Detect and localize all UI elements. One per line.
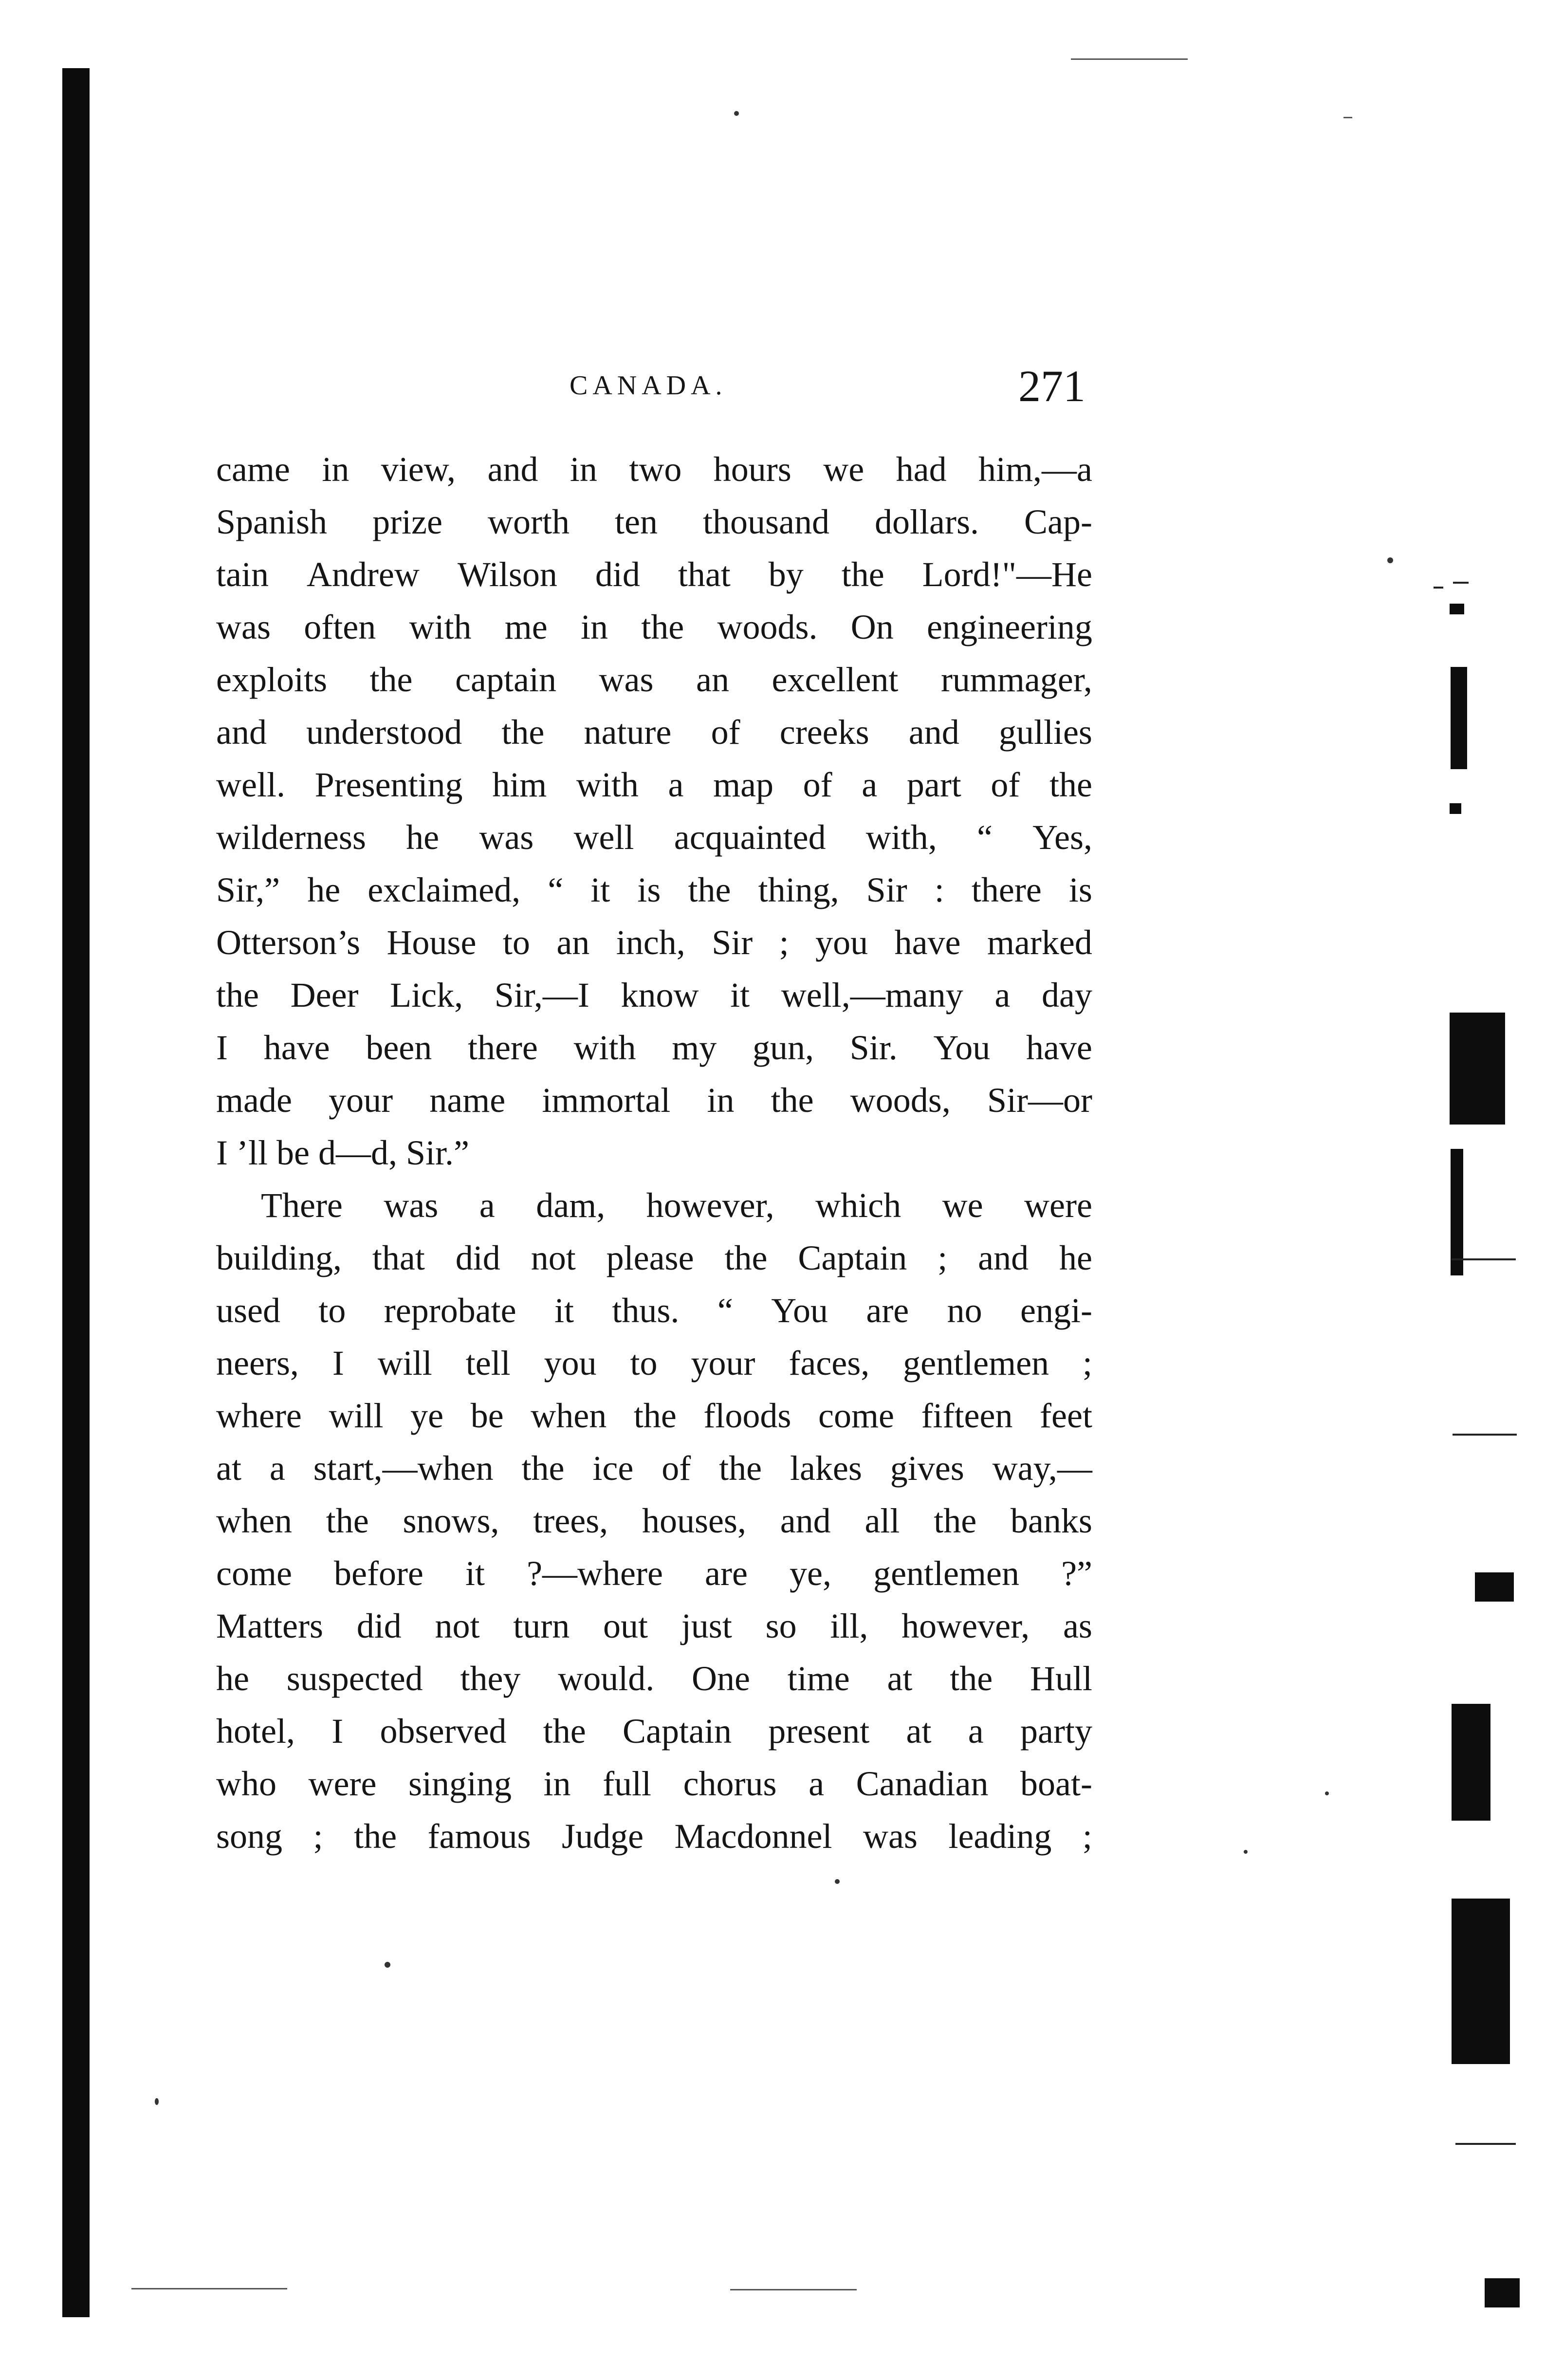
text-line: exploits the captain was an excellent rummager, <box>216 660 1092 699</box>
text-line: Otterson’s House to an inch, Sir ; you have marked <box>216 923 1092 962</box>
scan-mark <box>1451 667 1467 769</box>
text-line: the Deer Lick, Sir,—I know it well,—many a day <box>216 976 1092 1015</box>
text-line: where will ye be when the floods come fifteen feet <box>216 1396 1092 1435</box>
running-title: CANADA. <box>570 370 727 401</box>
scan-dash <box>1071 58 1188 60</box>
text-line: Matters did not turn out just so ill, however, as <box>216 1606 1092 1645</box>
text-line: I ’ll be d—d, Sir.” <box>216 1133 469 1172</box>
scan-mark <box>1452 1899 1510 2064</box>
scan-mark <box>1450 604 1464 614</box>
text-line: wilderness he was well acquainted with, “ Yes, <box>216 818 1092 857</box>
text-line: used to reprobate it thus. “ You are no engi- <box>216 1291 1092 1330</box>
text-line: I have been there with my gun, Sir. You have <box>216 1028 1092 1067</box>
scan-speck <box>155 2098 159 2105</box>
margin-rule <box>1455 2143 1516 2145</box>
scan-mark <box>1475 1572 1514 1602</box>
text-line: well. Presenting him with a map of a part of the <box>216 765 1092 804</box>
text-line: Sir,” he exclaimed, “ it is the thing, Sir : there is <box>216 870 1092 909</box>
text-line: There was a dam, however, which we were <box>261 1186 1092 1225</box>
scan-speck <box>1244 1850 1248 1854</box>
text-line: song ; the famous Judge Macdonnel was leading ; <box>216 1817 1092 1856</box>
text-line: and understood the nature of creeks and gullies <box>216 713 1092 752</box>
text-line: was often with me in the woods. On engineering <box>216 608 1092 646</box>
text-line: hotel, I observed the Captain present at a party <box>216 1712 1092 1751</box>
binding-edge <box>62 68 90 2317</box>
text-line: tain Andrew Wilson did that by the Lord!"—He <box>216 555 1092 594</box>
scan-speck <box>1387 557 1393 563</box>
scan-mark <box>1452 1704 1490 1821</box>
text-line: made your name immortal in the woods, Sir—or <box>216 1081 1092 1120</box>
body-text <box>216 443 1092 1863</box>
text-line: when the snows, trees, houses, and all the banks <box>216 1501 1092 1540</box>
scan-mark <box>1485 2278 1520 2307</box>
margin-rule <box>1453 1434 1517 1436</box>
running-head <box>219 360 1085 414</box>
scan-speck <box>1325 1791 1329 1795</box>
text-line: he suspected they would. One time at the Hull <box>216 1659 1092 1698</box>
scan-mark <box>1450 1013 1505 1125</box>
scan-mark <box>1450 803 1461 814</box>
text-line: Spanish prize worth ten thousand dollars. Cap- <box>216 502 1092 541</box>
text-line: at a start,—when the ice of the lakes gives way,— <box>216 1449 1092 1488</box>
scan-dash <box>730 2289 857 2290</box>
margin-rule <box>1434 587 1443 589</box>
text-line: building, that did not please the Captain ; and he <box>216 1238 1092 1277</box>
page-number: 271 <box>1018 361 1085 411</box>
scan-speck <box>835 1879 840 1884</box>
scan-dash <box>1343 117 1352 118</box>
margin-rule <box>1452 1258 1516 1260</box>
margin-rule <box>1453 582 1469 584</box>
text-line: neers, I will tell you to your faces, gentlemen ; <box>216 1344 1092 1383</box>
text-line: come before it ?—where are ye, gentlemen ?” <box>216 1554 1092 1593</box>
text-line: who were singing in full chorus a Canadian boat- <box>216 1764 1092 1803</box>
scan-mark <box>1451 1149 1463 1275</box>
scan-dash <box>131 2288 287 2289</box>
text-line: came in view, and in two hours we had him,—a <box>216 450 1092 489</box>
scan-speck <box>734 111 739 116</box>
scan-speck <box>385 1962 390 1968</box>
